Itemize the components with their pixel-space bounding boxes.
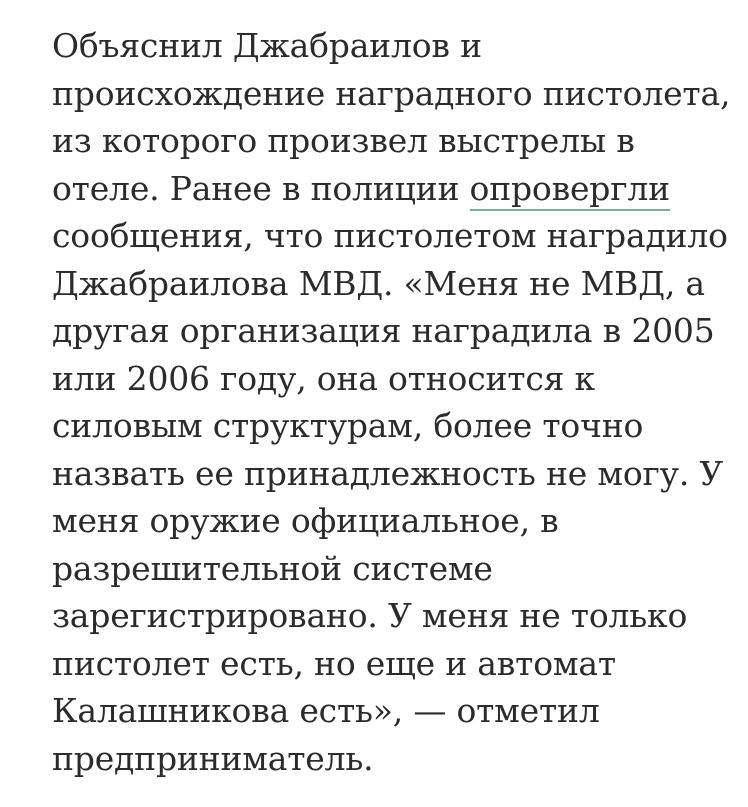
text-line: назвать ее принадлежность не могу. У	[52, 453, 724, 493]
text-line: Джабраилова МВД. «Меня не МВД, а	[52, 263, 705, 303]
refuted-link[interactable]: опровергли	[470, 169, 670, 211]
text-line: пистолет есть, но еще и автомат	[52, 643, 616, 683]
text-line-with-link	[52, 165, 708, 213]
text-line: предприниматель.	[52, 738, 374, 778]
text-line: Объяснил Джабраилов и	[52, 26, 482, 65]
text-line: разрешительной системе	[52, 548, 493, 588]
text-line: силовым структурам, более точно	[52, 406, 644, 445]
text-line: сообщения, что пистолетом наградило	[52, 216, 728, 255]
text-line: или 2006 году, она относится к	[52, 358, 595, 398]
text-line: происхождение наградного пистолета,	[52, 73, 731, 113]
text-line: меня оружие официальное, в	[52, 501, 559, 540]
text-line: другая организация наградила в 2005	[52, 311, 715, 350]
text-line: из которого произвел выстрелы в	[52, 121, 635, 160]
text-line: зарегистрировано. У меня не только	[52, 596, 688, 635]
text-fragment: отеле. Ранее в полиции	[52, 168, 470, 208]
text-line: Калашникова есть», — отметил	[52, 691, 600, 730]
